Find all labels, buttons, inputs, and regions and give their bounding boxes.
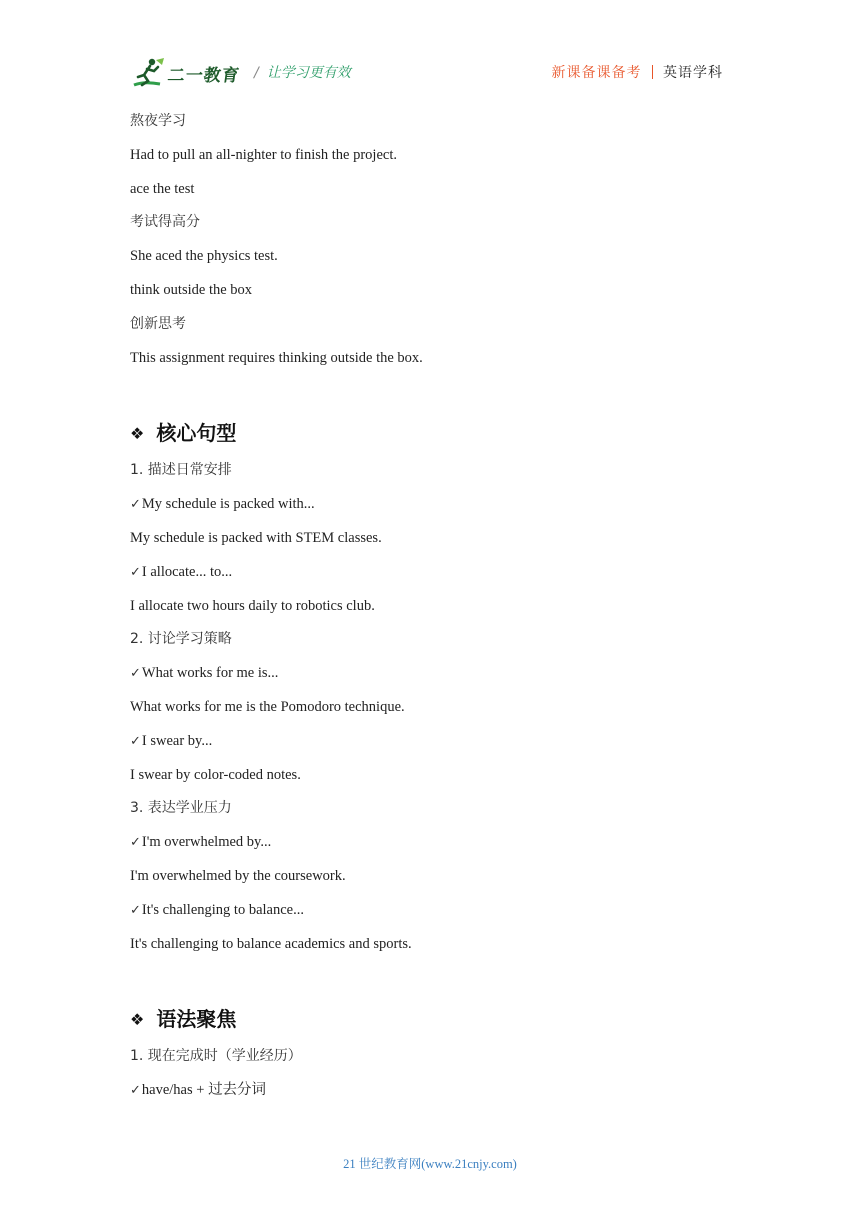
vocab-example: She aced the physics test. [130,248,278,264]
pattern-line [130,495,315,514]
vocab-meaning: 熬夜学习 [130,113,186,129]
header-tags [552,62,724,82]
subsection-title: 1. 描述日常安排 [130,462,232,478]
example-sentence: I swear by color-coded notes. [130,767,301,783]
pattern-line [130,664,278,683]
section-heading-text: 语法聚焦 [156,1007,237,1031]
diamond-bullet-icon: ❖ [130,424,145,443]
check-mark-icon: ✓ [130,835,141,850]
subsection-title: 3. 表达学业压力 [130,800,232,816]
vocab-phrase: ace the test [130,181,195,197]
pattern-text: I'm overwhelmed by... [141,834,272,850]
pattern-text: have/has + 过去分词 [141,1082,267,1098]
slogan-text: 让学习更有效 [266,65,351,81]
vocab-phrase: think outside the box [130,282,253,298]
vocab-example: This assignment requires thinking outside the box. [130,350,423,366]
pattern-line [130,563,232,582]
section-heading-grammar [130,1003,236,1032]
header-tag-course: 新课备课备考 [551,65,642,81]
pattern-line [130,732,212,751]
header-divider [652,65,654,79]
subsection-title: 1. 现在完成时（学业经历） [130,1048,302,1064]
example-sentence: It's challenging to balance academics and sports. [130,936,412,952]
pattern-text: I allocate... to... [141,564,233,580]
check-mark-icon: ✓ [130,903,141,918]
pattern-text: I swear by... [141,733,213,749]
page-header [130,55,723,91]
pattern-line [130,1081,266,1100]
vocab-example: Had to pull an all-nighter to finish the project. [130,147,397,163]
subsection-title: 2. 讨论学习策略 [130,631,232,647]
check-mark-icon: ✓ [130,734,141,749]
example-sentence: My schedule is packed with STEM classes. [130,530,382,546]
diamond-bullet-icon: ❖ [130,1010,145,1029]
example-sentence: What works for me is the Pomodoro technique. [130,699,405,715]
section-heading-core [130,417,236,446]
example-sentence: I allocate two hours daily to robotics club. [130,598,375,614]
example-sentence: I'm overwhelmed by the coursework. [130,868,346,884]
check-mark-icon: ✓ [130,666,141,681]
section-heading-text: 核心句型 [156,421,237,445]
slogan: / 让学习更有效 [254,65,351,81]
check-mark-icon: ✓ [130,565,141,580]
pattern-text: It's challenging to balance... [141,902,304,918]
running-person-logo-icon [130,57,166,89]
check-mark-icon: ✓ [130,497,141,512]
pattern-text: What works for me is... [141,665,279,681]
check-mark-icon: ✓ [130,1083,141,1098]
pattern-line [130,901,304,920]
header-tag-subject: 英语学科 [663,65,723,81]
vocab-meaning: 创新思考 [130,316,186,332]
page-footer: 21 世纪教育网(www.21cnjy.com) [343,1157,517,1171]
logo-text: 二一教育 [166,66,242,86]
vocab-meaning: 考试得高分 [130,214,200,230]
pattern-text: My schedule is packed with... [141,496,315,512]
pattern-line [130,833,271,852]
